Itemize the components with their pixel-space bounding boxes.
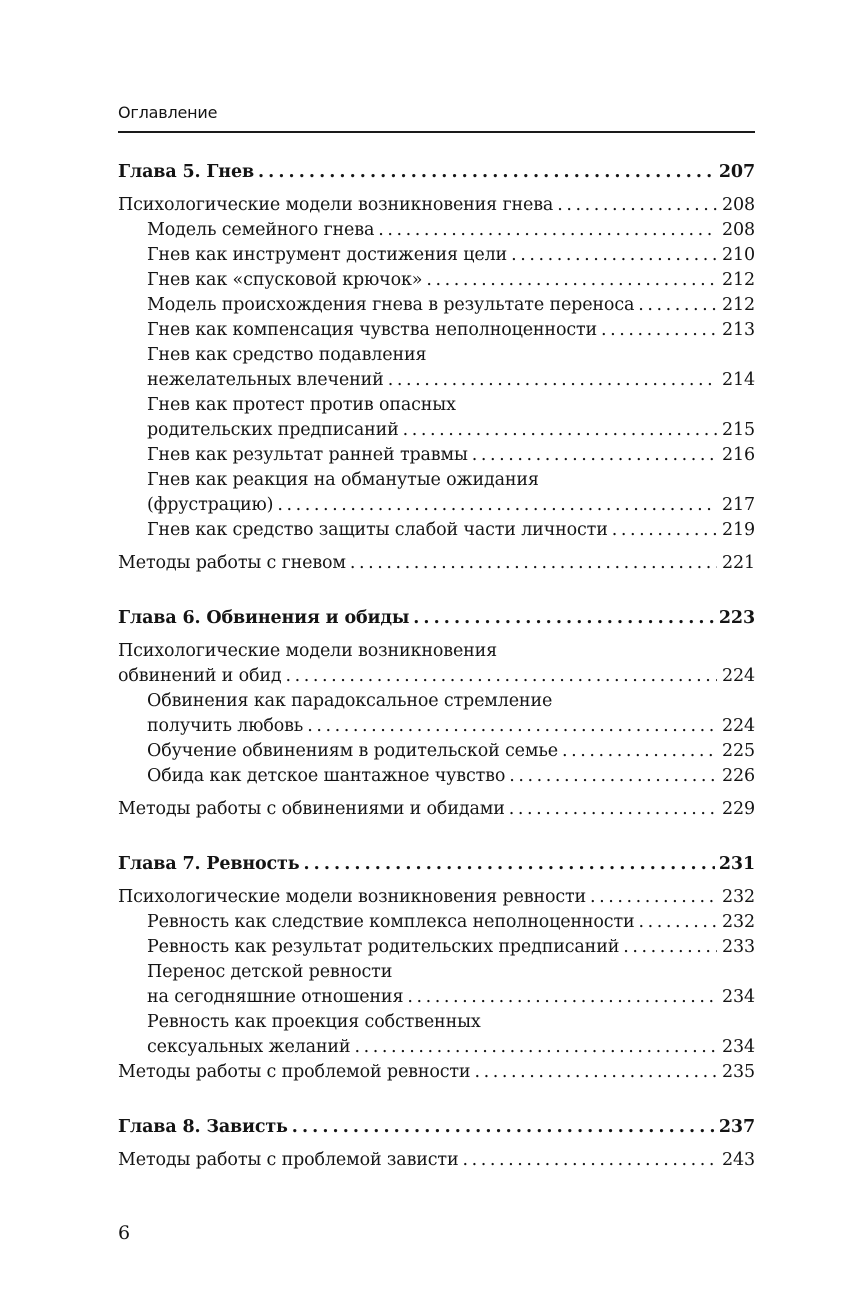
toc-chapter-6 [118,606,755,631]
dot-leader [286,664,718,689]
toc-chapter-5 [118,160,755,185]
toc-subsection [118,418,755,443]
toc-section [118,1148,755,1173]
toc-entry-title: обвинений и обид [118,666,282,686]
toc-entry-title: Психологические модели возникновения гнева [118,195,554,215]
toc-entry-title: Модель происхождения гнева в результате переноса [147,295,635,315]
toc-entry-page: 215 [722,420,755,440]
table-of-contents [118,160,755,1173]
toc-entry-page: 243 [722,1150,755,1170]
dot-leader [474,1060,717,1085]
toc-subsection [118,714,755,739]
dot-leader [350,551,717,576]
dot-leader [509,797,717,822]
dot-leader [590,885,717,910]
toc-entry-title: Ревность как следствие комплекса неполноценности [147,912,635,932]
toc-subsection [118,293,755,318]
toc-entry-page: 232 [722,912,755,932]
toc-entry-page: 212 [722,295,755,315]
toc-entry-page: 217 [722,495,755,515]
toc-entry-title: нежелательных влечений [147,370,384,390]
dot-leader [354,1035,717,1060]
toc-subsection [118,243,755,268]
toc-entry-first-line: Перенос детской ревности [147,962,393,982]
toc-subsection [118,935,755,960]
toc-entry-title: Обида как детское шантажное чувство [147,766,506,786]
toc-entry-page: 219 [722,520,755,540]
toc-entry-page: 214 [722,370,755,390]
toc-entry-page: 207 [718,162,755,182]
dot-leader [258,160,715,185]
dot-leader [378,218,717,243]
toc-entry-title: Методы работы с проблемой ревности [118,1062,471,1082]
toc-entry-title: Гнев как результат ранней травмы [147,445,468,465]
toc-entry-first-line: Обвинения как парадоксальное стремление [147,691,553,711]
toc-entry-first-line: Гнев как средство подавления [147,345,427,365]
toc-subsection [118,443,755,468]
toc-section [118,664,755,689]
toc-entry-page: 232 [722,887,755,907]
toc-section [118,1060,755,1085]
toc-entry-page: 225 [722,741,755,761]
dot-leader [307,714,717,739]
toc-subsection [118,518,755,543]
toc-subsection [118,985,755,1010]
toc-entry-page: 229 [722,799,755,819]
header-rule [118,131,755,133]
running-header: Оглавление [118,103,218,122]
toc-chapter-8 [118,1115,755,1140]
toc-entry-page: 234 [722,987,755,1007]
dot-leader [638,293,717,318]
toc-entry-page: 231 [718,854,755,874]
dot-leader [388,368,717,393]
toc-chapter-7 [118,852,755,877]
dot-leader [292,1115,715,1140]
toc-entry-title: Глава 8. Зависть [118,1117,288,1137]
toc-entry-page: 235 [722,1062,755,1082]
toc-entry-page: 212 [722,270,755,290]
toc-subsection [118,1035,755,1060]
dot-leader [623,935,717,960]
toc-entry-page: 210 [722,245,755,265]
toc-section [118,797,755,822]
toc-entry-first-line: Гнев как протест против опасных [147,395,456,415]
toc-entry-title: Гнев как инструмент достижения цели [147,245,508,265]
toc-entry-title: получить любовь [147,716,304,736]
dot-leader [639,910,717,935]
dot-leader [303,852,714,877]
page-number: 6 [118,1222,131,1244]
toc-entry-title: Обучение обвинениям в родительской семье [147,741,558,761]
toc-entry-title: Методы работы с проблемой зависти [118,1150,459,1170]
toc-entry-page: 208 [722,195,755,215]
dot-leader [509,764,717,789]
dot-leader [407,985,717,1010]
dot-leader [612,518,717,543]
toc-entry-title: Глава 7. Ревность [118,854,300,874]
toc-entry-first-line: Психологические модели возникновения [118,641,498,661]
toc-subsection [118,739,755,764]
toc-subsection [118,910,755,935]
toc-subsection [118,493,755,518]
toc-entry-title: Модель семейного гнева [147,220,375,240]
toc-entry-page: 221 [722,553,755,573]
dot-leader [557,193,717,218]
dot-leader [462,1148,717,1173]
toc-entry-page: 224 [722,716,755,736]
toc-entry-first-line: Гнев как реакция на обманутые ожидания [147,470,539,490]
toc-entry-title: Методы работы с обвинениями и обидами [118,799,505,819]
toc-entry-title: Ревность как результат родительских предписаний [147,937,620,957]
toc-entry-page: 234 [722,1037,755,1057]
toc-entry-title: на сегодняшние отношения [147,987,404,1007]
toc-subsection [118,764,755,789]
toc-section [118,551,755,576]
dot-leader [403,418,717,443]
toc-entry-page: 208 [722,220,755,240]
toc-entry-title: Гнев как компенсация чувства неполноценности [147,320,598,340]
toc-subsection [118,268,755,293]
toc-entry-title: Глава 6. Обвинения и обиды [118,608,410,628]
toc-entry-title: Гнев как средство защиты слабой части личности [147,520,608,540]
toc-subsection [118,218,755,243]
toc-entry-title: Психологические модели возникновения ревности [118,887,587,907]
dot-leader [277,493,717,518]
toc-entry-title: Методы работы с гневом [118,553,346,573]
dot-leader [562,739,717,764]
toc-entry-page: 237 [718,1117,755,1137]
toc-entry-title: родительских предписаний [147,420,399,440]
dot-leader [511,243,717,268]
dot-leader [601,318,717,343]
toc-entry-title: Глава 5. Гнев [118,162,254,182]
dot-leader [426,268,717,293]
toc-entry-title: (фрустрацию) [147,495,274,515]
toc-section [118,193,755,218]
toc-entry-page: 223 [718,608,755,628]
toc-entry-page: 216 [722,445,755,465]
toc-entry-page: 233 [722,937,755,957]
toc-entry-page: 213 [722,320,755,340]
toc-entry-first-line: Ревность как проекция собственных [147,1012,481,1032]
toc-section [118,885,755,910]
toc-subsection [118,318,755,343]
dot-leader [472,443,717,468]
toc-entry-page: 226 [722,766,755,786]
toc-entry-title: сексуальных желаний [147,1037,351,1057]
toc-entry-title: Гнев как «спусковой крючок» [147,270,423,290]
toc-entry-page: 224 [722,666,755,686]
dot-leader [413,606,715,631]
toc-subsection [118,368,755,393]
